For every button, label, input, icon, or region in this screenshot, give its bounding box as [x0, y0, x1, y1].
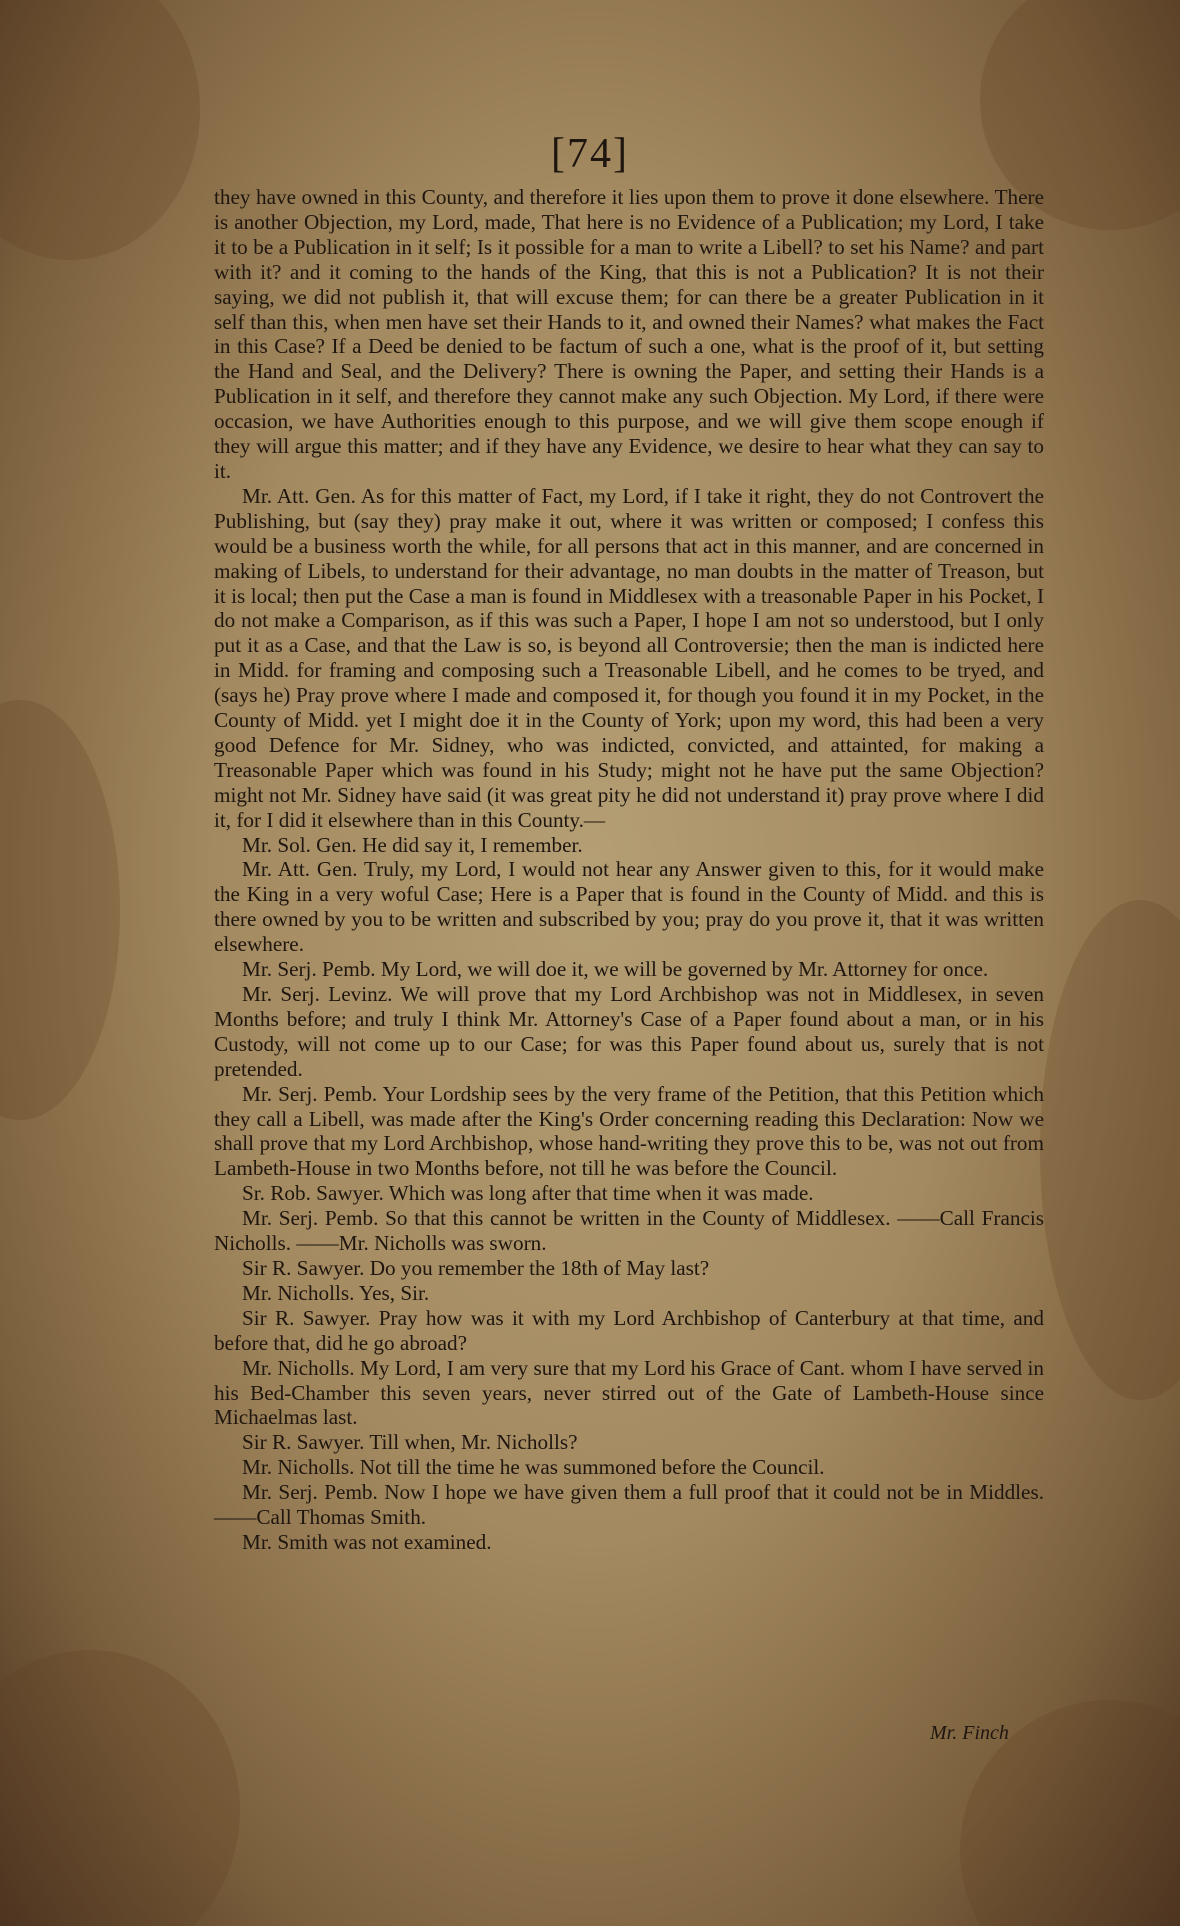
- paragraph: Sir R. Sawyer. Do you remember the 18th of May last?: [242, 1255, 710, 1280]
- paragraph: Mr. Nicholls. Yes, Sir.: [242, 1280, 430, 1305]
- page-number: [74]: [551, 131, 629, 177]
- paragraph: Mr. Att. Gen. Truly, my Lord, I would not hear any Answer given to this, for it would make the King in a very woful Case; Here is a Paper that is found in the County of Midd. and this is there owned by you to be written and subscribed by you; pray do you prove it, that it was written elsewhere.: [214, 857, 1044, 957]
- paragraph: Mr. Nicholls. Not till the time he was summoned before the Council.: [242, 1455, 825, 1480]
- paragraph: Mr. Att. Gen. As for this matter of Fact, my Lord, if I take it right, they do not Controvert the Publishing, but (say they) pray make it out, where it was written or composed; I confess this would be a business worth the while, for all persons that act in this manner, and are concerned in making of Libels, to understand for their advantage, no man doubts in the matter of Treason, but it is local; then put the Case a man is found in Middlesex with a treasonable Paper in his Pocket, I do not make a Comparison, as if this was such a Paper, I hope I am not so understood, but I only put it as a Case, and that the Law is so, is beyond all Controversie; then the man is indicted here in Midd. for framing and composing such a Treasonable Libell, and he comes to be tryed, and (says he) Pray prove where I made and composed it, for though you found it in my Pocket, in the County of Midd. yet I might doe it in the County of York; upon my word, this had been a very good Defence for Mr. Sidney, who was indicted, convicted, and attainted, for making a Treasonable Paper which was found in his Study; might not he have put the same Objection? might not Mr. Sidney have said (it was great pity he did not understand it) pray prove where I did it, for I did it elsewhere than in this County.—: [214, 483, 1044, 832]
- paragraph: Mr. Smith was not examined.: [242, 1529, 492, 1554]
- paragraph: Mr. Serj. Pemb. My Lord, we will doe it, we will be governed by Mr. Attorney for once.: [242, 957, 989, 982]
- body-text: [214, 185, 1044, 1555]
- paragraph: Sir R. Sawyer. Till when, Mr. Nicholls?: [242, 1430, 578, 1455]
- catchword: Mr. Finch: [930, 1722, 1009, 1744]
- paragraph: Mr. Serj. Pemb. Your Lordship sees by the very frame of the Petition, that this Petition which they call a Libell, was made after the King's Order concerning reading this Declaration: Now we shall prove that my Lord Archbishop, whose hand-writing they prove this to be, was not out from Lambeth-House in two Months before, not till he was before the Council.: [214, 1081, 1044, 1181]
- paragraph: Sr. Rob. Sawyer. Which was long after that time when it was made.: [242, 1181, 814, 1206]
- paragraph: Mr. Sol. Gen. He did say it, I remember.: [242, 832, 583, 857]
- paragraph: Mr. Serj. Pemb. So that this cannot be written in the County of Middlesex. ——Call Francis Nicholls. ——Mr. Nicholls was sworn.: [214, 1206, 1044, 1256]
- paragraph: Mr. Serj. Pemb. Now I hope we have given them a full proof that it could not be in Middles. ——Call Thomas Smith.: [214, 1480, 1044, 1530]
- paragraph: Mr. Serj. Levinz. We will prove that my Lord Archbishop was not in Middlesex, in seven Months before; and truly I think Mr. Attorney's Case of a Paper found about a man, or in his Custody, will not come up to our Case; for was this Paper found about us, surely that is not pretended.: [214, 982, 1044, 1081]
- paragraph: they have owned in this County, and therefore it lies upon them to prove it done elsewhere. There is another Objection, my Lord, made, That here is no Evidence of a Publication; my Lord, I take it to be a Publication in it self; Is it possible for a man to write a Libell? to set his Name? and part with it? and it coming to the hands of the King, that this is not a Publication? It is not their saying, we did not publish it, that will excuse them; for can there be a greater Publication in it self than this, when men have set their Hands to it, and owned their Names? what makes the Fact in this Case? If a Deed be denied to be factum of such a one, what is the proof of it, but setting the Hand and Seal, and the Delivery? There is owning the Paper, and setting their Hands is a Publication in it self, and therefore they cannot make any such Objection. My Lord, if there were occasion, we have Authorities enough to this purpose, and we will give them scope enough if they will argue this matter; and if they have any Evidence, we desire to hear what they can say to it.: [214, 185, 1044, 483]
- paragraph: Sir R. Sawyer. Pray how was it with my Lord Archbishop of Canterbury at that time, and before that, did he go abroad?: [214, 1305, 1044, 1355]
- paragraph: Mr. Nicholls. My Lord, I am very sure that my Lord his Grace of Cant. whom I have served in his Bed-Chamber this seven years, never stirred out of the Gate of Lambeth-House since Michaelmas last.: [214, 1355, 1044, 1430]
